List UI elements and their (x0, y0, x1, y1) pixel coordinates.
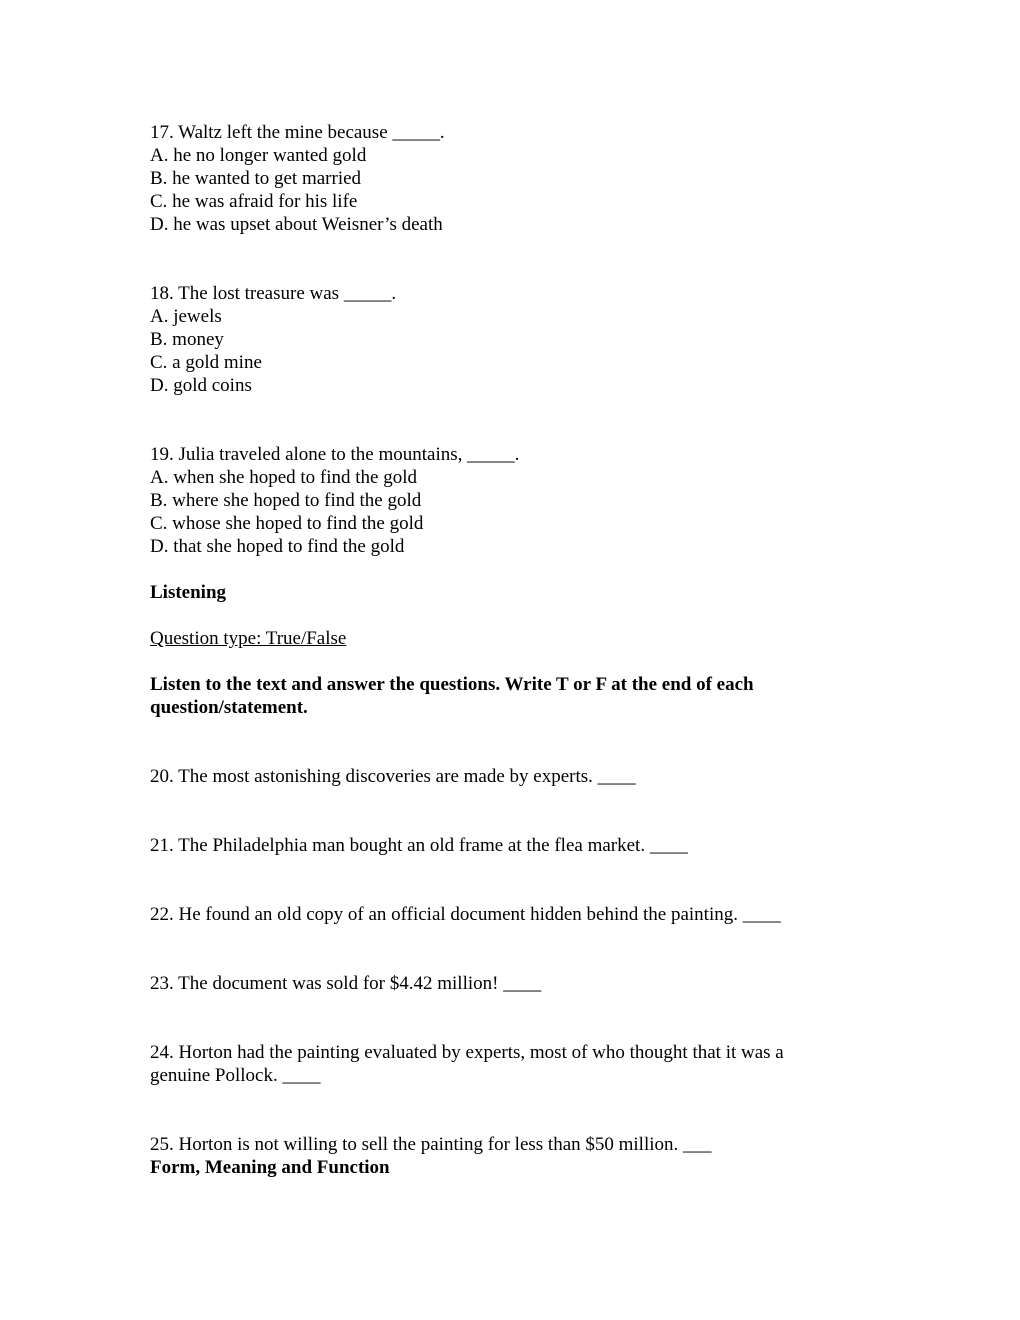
spacer (150, 650, 850, 673)
answer-option: C. whose she hoped to find the gold (150, 513, 424, 534)
answer-option: A. when she hoped to find the gold (150, 467, 418, 488)
question-17 (150, 121, 850, 236)
answer-option: C. he was afraid for his life (150, 191, 358, 212)
answer-option: A. he no longer wanted gold (150, 145, 367, 166)
spacer (150, 1087, 850, 1133)
answer-option: D. gold coins (150, 375, 252, 396)
answer-option: A. jewels (150, 306, 222, 327)
answer-option: D. that she hoped to find the gold (150, 536, 405, 557)
answer-option: B. he wanted to get married (150, 168, 362, 189)
question-19 (150, 443, 850, 558)
spacer (150, 236, 850, 282)
true-false-statement-25: 25. Horton is not willing to sell the painting for less than $50 million. ___ (150, 1134, 712, 1155)
answer-option: C. a gold mine (150, 352, 262, 373)
spacer (150, 558, 850, 581)
answer-option: B. where she hoped to find the gold (150, 490, 422, 511)
true-false-statement-20: 20. The most astonishing discoveries are made by experts. ____ (150, 766, 636, 787)
document-page (150, 121, 850, 1179)
true-false-statement-24: 24. Horton had the painting evaluated by experts, most of who thought that it was a genuine Pollock. ____ (150, 1042, 784, 1086)
spacer (150, 857, 850, 903)
question-stem: 19. Julia traveled alone to the mountains, _____. (150, 444, 520, 465)
spacer (150, 397, 850, 443)
section-heading-form-meaning-function: Form, Meaning and Function (150, 1157, 390, 1178)
question-18 (150, 282, 850, 397)
question-stem: 18. The lost treasure was _____. (150, 283, 397, 304)
question-type-label: Question type: True/False (150, 628, 347, 649)
answer-option: D. he was upset about Weisner’s death (150, 214, 443, 235)
listening-instruction: Listen to the text and answer the questions. Write T or F at the end of each question/statement. (150, 674, 754, 718)
spacer (150, 604, 850, 627)
true-false-statement-21: 21. The Philadelphia man bought an old frame at the flea market. ____ (150, 835, 688, 856)
question-stem: 17. Waltz left the mine because _____. (150, 122, 445, 143)
spacer (150, 995, 850, 1041)
section-heading-listening: Listening (150, 582, 227, 603)
spacer (150, 926, 850, 972)
answer-option: B. money (150, 329, 224, 350)
spacer (150, 719, 850, 765)
spacer (150, 788, 850, 834)
true-false-statement-22: 22. He found an old copy of an official document hidden behind the painting. ____ (150, 904, 781, 925)
true-false-statement-23: 23. The document was sold for $4.42 million! ____ (150, 973, 542, 994)
